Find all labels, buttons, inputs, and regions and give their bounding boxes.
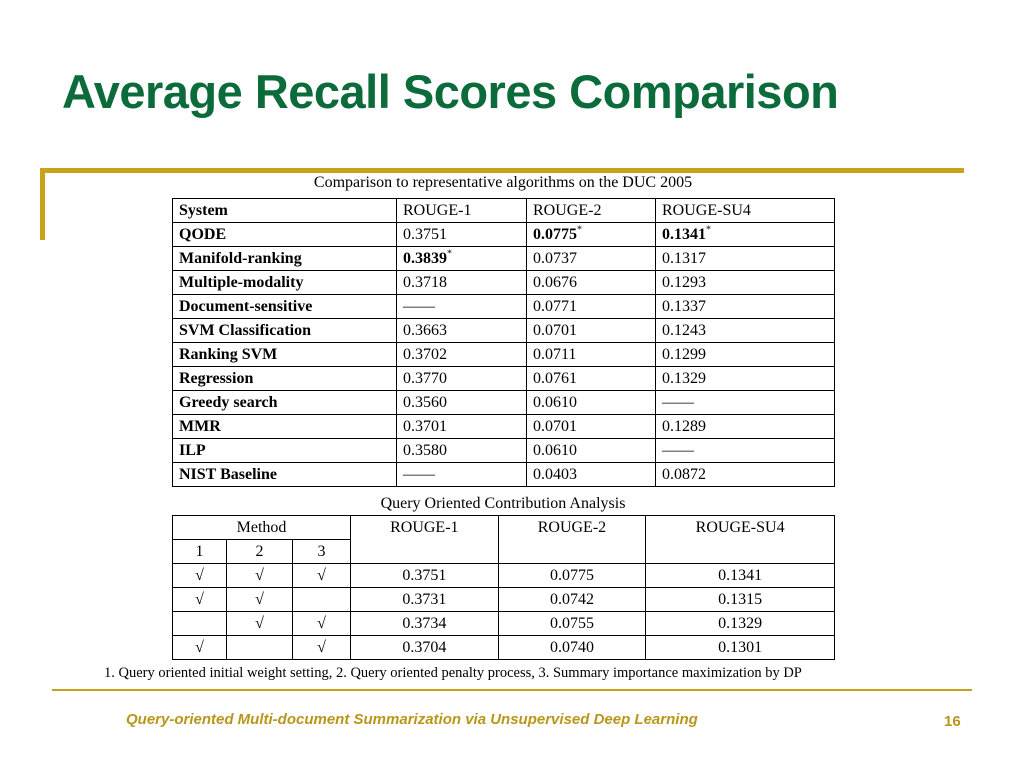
rouge2-value: 0.0711 <box>527 343 656 367</box>
system-name: MMR <box>173 415 397 439</box>
method-check: √ <box>227 564 293 588</box>
method-check: √ <box>293 564 351 588</box>
contribution-table <box>172 515 835 660</box>
method-check: √ <box>173 588 227 612</box>
rougesu4-value: —— <box>656 391 835 415</box>
significance-star: * <box>447 248 452 260</box>
method-check: √ <box>173 636 227 660</box>
rougesu4-value <box>656 223 835 247</box>
method-check: √ <box>173 564 227 588</box>
method-col-header: 1 <box>173 540 227 564</box>
rouge2-value: 0.0775 <box>498 564 646 588</box>
rouge1-value: 0.3734 <box>351 612 499 636</box>
system-name: SVM Classification <box>173 319 397 343</box>
table2-caption: Query Oriented Contribution Analysis <box>380 495 626 512</box>
rouge1-value: 0.3704 <box>351 636 499 660</box>
rouge2-value <box>527 223 656 247</box>
rougesu4-value: 0.0872 <box>656 463 835 487</box>
system-name: Document-sensitive <box>173 295 397 319</box>
rougesu4-value: 0.1317 <box>656 247 835 271</box>
rouge1-value: 0.3731 <box>351 588 499 612</box>
header-cell: ROUGE-2 <box>527 199 656 223</box>
rouge2-value: 0.0701 <box>527 415 656 439</box>
system-name: ILP <box>173 439 397 463</box>
decorative-top-bar <box>40 168 964 173</box>
rougesu4-value: 0.1329 <box>656 367 835 391</box>
method-check: √ <box>293 612 351 636</box>
rouge2-value: 0.0403 <box>527 463 656 487</box>
decorative-left-bar <box>40 168 45 240</box>
system-name: Regression <box>173 367 397 391</box>
rouge1-value: 0.3770 <box>397 367 527 391</box>
rouge2-value: 0.0740 <box>498 636 646 660</box>
rouge2-value: 0.0761 <box>527 367 656 391</box>
header-cell: ROUGE-2 <box>498 516 646 564</box>
rouge1-value: —— <box>397 295 527 319</box>
header-cell: ROUGE-1 <box>397 199 527 223</box>
rouge1-value: 0.3751 <box>397 223 527 247</box>
rouge1-value <box>397 247 527 271</box>
rouge1-value: 0.3751 <box>351 564 499 588</box>
rougesu4-value: 0.1293 <box>656 271 835 295</box>
table-row <box>173 247 835 271</box>
table-row <box>173 223 835 247</box>
rouge1-value: —— <box>397 463 527 487</box>
rougesu4-value: 0.1329 <box>646 612 835 636</box>
table-row <box>173 367 835 391</box>
best-value: 0.3839 <box>403 250 447 267</box>
method-check: √ <box>227 612 293 636</box>
comparison-table <box>172 198 835 487</box>
rougesu4-value: 0.1337 <box>656 295 835 319</box>
rouge2-value: 0.0742 <box>498 588 646 612</box>
rougesu4-value: 0.1301 <box>646 636 835 660</box>
table-row <box>173 636 835 660</box>
decorative-bottom-line <box>52 689 972 691</box>
rouge2-value: 0.0737 <box>527 247 656 271</box>
header-cell: ROUGE-1 <box>351 516 499 564</box>
rouge1-value: 0.3701 <box>397 415 527 439</box>
rouge2-value: 0.0610 <box>527 439 656 463</box>
significance-star: * <box>706 224 711 236</box>
best-value: 0.0775 <box>533 226 577 243</box>
best-value: 0.1341 <box>662 226 706 243</box>
rouge2-value: 0.0755 <box>498 612 646 636</box>
rouge2-value: 0.0610 <box>527 391 656 415</box>
rougesu4-value: 0.1243 <box>656 319 835 343</box>
table-header-row <box>173 199 835 223</box>
system-name: NIST Baseline <box>173 463 397 487</box>
method-col-header: 3 <box>293 540 351 564</box>
method-check: √ <box>293 636 351 660</box>
header-cell: System <box>173 199 397 223</box>
rouge2-value: 0.0771 <box>527 295 656 319</box>
table-row <box>173 391 835 415</box>
header-cell: ROUGE-SU4 <box>646 516 835 564</box>
method-header: Method <box>173 516 351 540</box>
footnote: 1. Query oriented initial weight setting, 2. Query oriented penalty process, 3. Summary importance maximization by DP <box>104 665 802 681</box>
rouge1-value: 0.3580 <box>397 439 527 463</box>
page-number: 16 <box>944 713 961 730</box>
system-name: Greedy search <box>173 391 397 415</box>
rougesu4-value: 0.1289 <box>656 415 835 439</box>
footer-text: Query-oriented Multi-document Summarization via Unsupervised Deep Learning <box>126 711 698 728</box>
method-check <box>227 636 293 660</box>
rougesu4-value: 0.1315 <box>646 588 835 612</box>
table-row <box>173 588 835 612</box>
table-row <box>173 564 835 588</box>
table-row <box>173 271 835 295</box>
rougesu4-value: —— <box>656 439 835 463</box>
method-check <box>293 588 351 612</box>
table-row <box>173 319 835 343</box>
rouge1-value: 0.3560 <box>397 391 527 415</box>
rougesu4-value: 0.1341 <box>646 564 835 588</box>
table-header-row <box>173 516 835 540</box>
method-check: √ <box>227 588 293 612</box>
system-name: QODE <box>173 223 397 247</box>
table-row <box>173 295 835 319</box>
rouge2-value: 0.0676 <box>527 271 656 295</box>
table-row <box>173 463 835 487</box>
table1-caption: Comparison to representative algorithms on the DUC 2005 <box>313 174 693 191</box>
method-check <box>173 612 227 636</box>
significance-star: * <box>577 224 582 236</box>
table-row <box>173 343 835 367</box>
table-row <box>173 415 835 439</box>
system-name: Ranking SVM <box>173 343 397 367</box>
rougesu4-value: 0.1299 <box>656 343 835 367</box>
table-row <box>173 612 835 636</box>
system-name: Manifold-ranking <box>173 247 397 271</box>
slide-title: Average Recall Scores Comparison <box>62 65 839 118</box>
rouge1-value: 0.3718 <box>397 271 527 295</box>
system-name: Multiple-modality <box>173 271 397 295</box>
method-col-header: 2 <box>227 540 293 564</box>
table-row <box>173 439 835 463</box>
rouge2-value: 0.0701 <box>527 319 656 343</box>
rouge1-value: 0.3702 <box>397 343 527 367</box>
header-cell: ROUGE-SU4 <box>656 199 835 223</box>
rouge1-value: 0.3663 <box>397 319 527 343</box>
